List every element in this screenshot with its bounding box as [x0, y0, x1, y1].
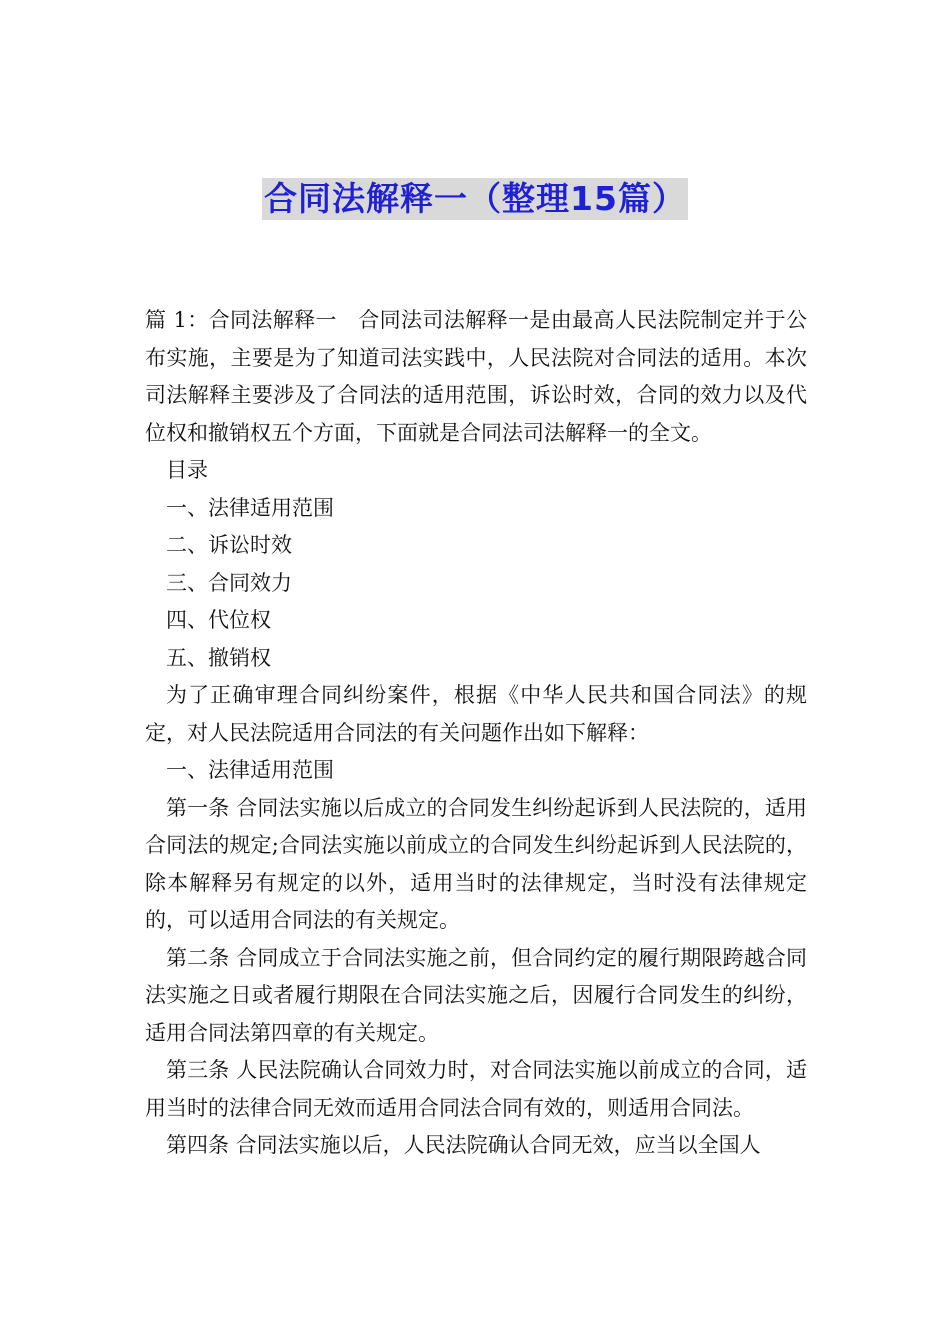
- title-container: [0, 178, 950, 220]
- article-2: 第二条 合同成立于合同法实施之前，但合同约定的履行期限跨越合同法实施之日或者履行期限在合同法实施之后，因履行合同发生的纠纷，适用合同法第四章的有关规定。: [145, 945, 807, 1045]
- section-heading-1: 一、法律适用范围: [166, 758, 334, 782]
- article-4: 第四条 合同法实施以后，人民法院确认合同无效，应当以全国人: [166, 1133, 761, 1157]
- toc-item-2: 二、诉讼时效: [166, 533, 292, 557]
- toc-item-1: 一、法律适用范围: [166, 495, 334, 520]
- article-1: 第一条 合同法实施以后成立的合同发生纠纷起诉到人民法院的，适用合同法的规定;合同法实施以前成立的合同发生纠纷起诉到人民法院的，除本解释另有规定的以外，适用当时的法律规定，当时没有法律规定的，可以适用合同法的有关规定。: [145, 795, 807, 932]
- toc-item-3: 三、合同效力: [166, 570, 292, 595]
- toc-item-4: 四、代位权: [166, 608, 271, 632]
- paragraph-intro: 篇 1：合同法解释一 合同法司法解释一是由最高人民法院制定并于公布实施，主要是为了知道司法实践中，人民法院对合同法的适用。本次司法解释主要涉及了合同法的适用范围，诉讼时效，合同的效力以及代位权和撤销权五个方面，下面就是合同法司法解释一的全文。: [145, 308, 807, 445]
- toc-item-5: 五、撤销权: [166, 645, 271, 670]
- paragraph-preamble: 为了正确审理合同纠纷案件，根据《中华人民共和国合同法》的规定，对人民法院适用合同法的有关问题作出如下解释：: [145, 683, 807, 745]
- document-body: [145, 302, 807, 1165]
- toc-heading: 目录: [166, 458, 208, 482]
- article-3: 第三条 人民法院确认合同效力时，对合同法实施以前成立的合同，适用当时的法律合同无效而适用合同法合同有效的，则适用合同法。: [145, 1058, 807, 1120]
- document-title: 合同法解释一（整理15篇）: [264, 179, 686, 218]
